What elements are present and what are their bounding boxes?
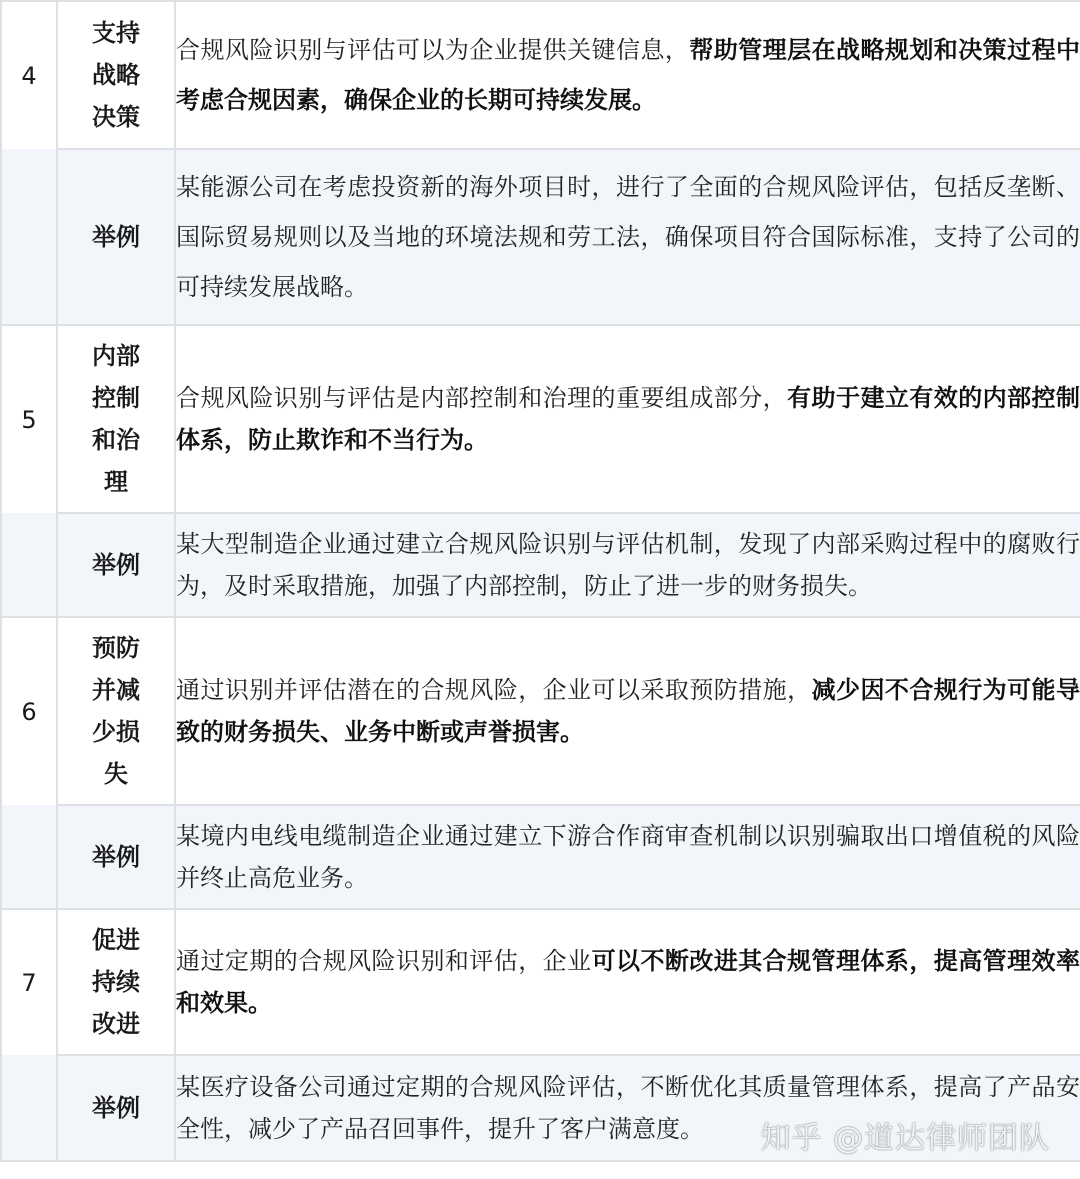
- table-row-example: [1, 149, 1080, 325]
- example-label: 举例: [57, 149, 175, 325]
- example-label: 举例: [57, 513, 175, 617]
- table-row-example: [1, 1055, 1080, 1161]
- row-number: 7: [1, 909, 57, 1055]
- row-description: 通过识别并评估潜在的合规风险，企业可以采取预防措施，减少因不合规行为可能导致的财务损失、业务中断或声誉损害。: [175, 617, 1080, 805]
- key-point: 可以不断改进其合规管理体系，提高管理效率和效果。: [176, 947, 1080, 1017]
- example-label: 举例: [57, 805, 175, 909]
- example-text: 某能源公司在考虑投资新的海外项目时，进行了全面的合规风险评估，包括反垄断、国际贸易规则以及当地的环境法规和劳工法，确保项目符合国际标准，支持了公司的可持续发展战略。: [175, 149, 1080, 325]
- example-text: 某大型制造企业通过建立合规风险识别与评估机制，发现了内部采购过程中的腐败行为，及时采取措施，加强了内部控制，防止了进一步的财务损失。: [175, 513, 1080, 617]
- example-text: 某境内电线电缆制造企业通过建立下游合作商审查机制以识别骗取出口增值税的风险并终止高危业务。: [175, 805, 1080, 909]
- row-number-spacer: [1, 513, 57, 617]
- key-point: 减少因不合规行为可能导致的财务损失、业务中断或声誉损害。: [176, 676, 1080, 746]
- table-row: [1, 325, 1080, 513]
- example-label: 举例: [57, 1055, 175, 1161]
- row-topic: 内部控制和治理: [57, 325, 175, 513]
- row-number: 6: [1, 617, 57, 805]
- row-number-spacer: [1, 805, 57, 909]
- row-description: 合规风险识别与评估可以为企业提供关键信息，帮助管理层在战略规划和决策过程中考虑合规因素，确保企业的长期可持续发展。: [175, 1, 1080, 149]
- example-text: 某医疗设备公司通过定期的合规风险评估，不断优化其质量管理体系，提高了产品安全性，减少了产品召回事件，提升了客户满意度。: [175, 1055, 1080, 1161]
- row-description: 通过定期的合规风险识别和评估，企业可以不断改进其合规管理体系，提高管理效率和效果。: [175, 909, 1080, 1055]
- row-number: 4: [1, 1, 57, 149]
- row-topic: 支持战略决策: [57, 1, 175, 149]
- table-row-example: [1, 805, 1080, 909]
- row-number-spacer: [1, 1055, 57, 1161]
- table-row-example: [1, 513, 1080, 617]
- key-point: 帮助管理层在战略规划和决策过程中考虑合规因素，确保企业的长期可持续发展。: [176, 36, 1080, 114]
- row-topic: 促进持续改进: [57, 909, 175, 1055]
- key-point: 有助于建立有效的内部控制体系，防止欺诈和不当行为。: [176, 384, 1080, 454]
- row-number-spacer: [1, 149, 57, 325]
- table-row: [1, 617, 1080, 805]
- source-watermark: 知乎 @道达律师团队: [760, 1121, 1050, 1156]
- table-row: [1, 1, 1080, 149]
- row-topic: 预防并减少损失: [57, 617, 175, 805]
- row-number: 5: [1, 325, 57, 513]
- table-row: [1, 909, 1080, 1055]
- row-description: 合规风险识别与评估是内部控制和治理的重要组成部分，有助于建立有效的内部控制体系，防止欺诈和不当行为。: [175, 325, 1080, 513]
